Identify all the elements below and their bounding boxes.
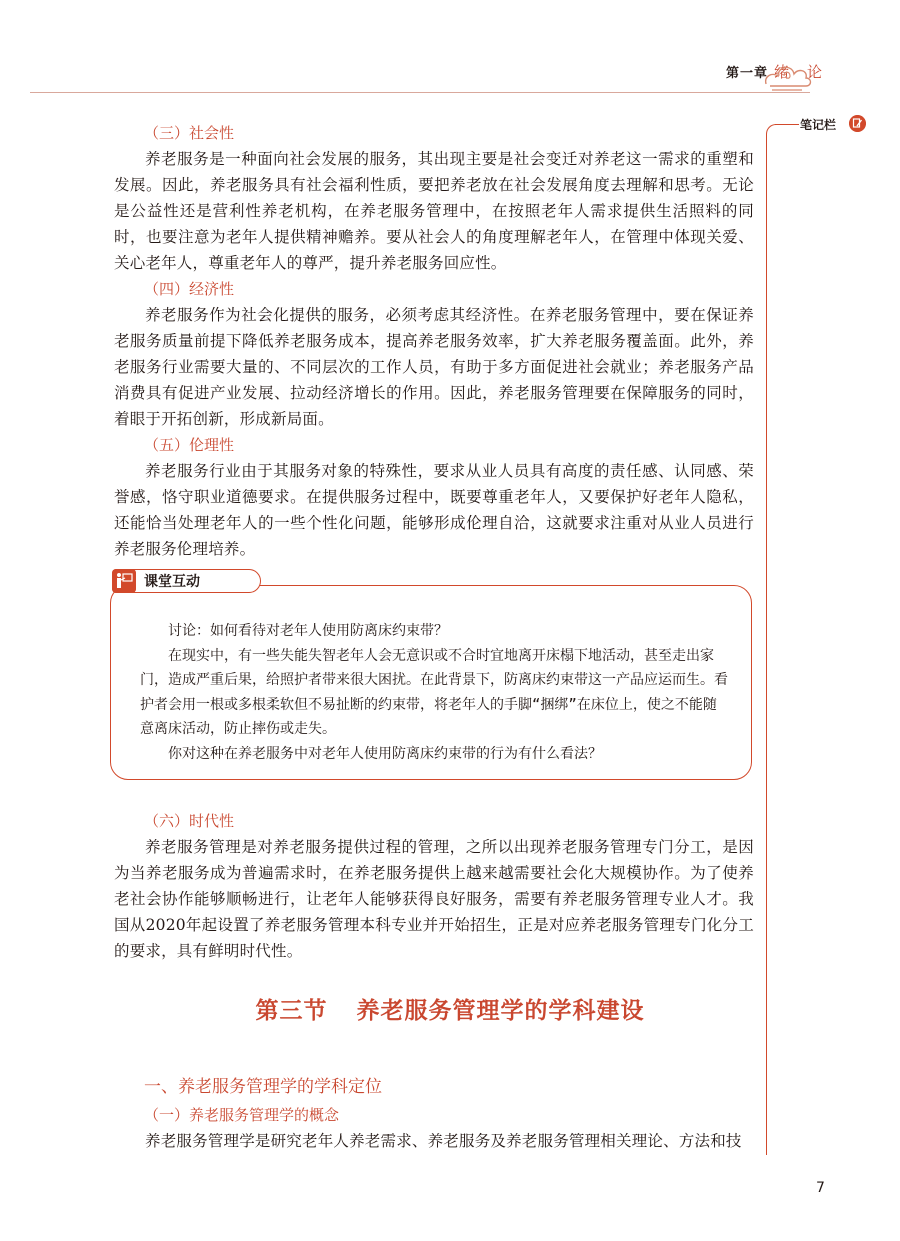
interaction-label: 课堂互动	[144, 574, 200, 590]
interaction-paragraph: 讨论：如何看待对老年人使用防离床约束带？	[168, 623, 448, 639]
page-number: 7	[816, 1180, 825, 1196]
main-text-bottom	[114, 1128, 754, 1154]
notes-label: 笔记栏	[800, 118, 837, 132]
subsubsection-heading: （一）养老服务管理学的概念	[144, 1106, 340, 1124]
paragraph: 养老服务管理学是研究老年人养老需求、养老服务及养老服务管理相关理论、方法和技	[145, 1132, 742, 1150]
paragraph: 养老服务管理是对养老服务提供过程的管理，之所以出现养老服务管理专门分工，是因为当养老服务成为普遍需求时，在养老服务提供上越来越需要社会化大规模协作。为了使养老社会协作能够顺畅进行，让老年人能够获得良好服务，需要有养老服务管理专业人才。我国从2020年起设置了养老服务管理本科专业并开始招生，正是对应养老服务管理专门化分工的要求，具有鲜明时代性。	[114, 838, 754, 960]
chapter-title: 绪论	[773, 62, 840, 81]
notes-pencil-icon	[849, 115, 866, 132]
interaction-text	[140, 619, 730, 766]
interaction-tab	[113, 569, 261, 593]
main-text-upper	[114, 120, 754, 562]
interaction-paragraph: 你对这种在养老服务中对老年人使用防离床约束带的行为有什么看法？	[168, 745, 602, 762]
notes-rule	[775, 124, 799, 125]
teacher-icon	[112, 569, 136, 593]
paragraph: 养老服务是一种面向社会发展的服务，其出现主要是社会变迁对养老这一需求的重塑和发展。因此，养老服务具有社会福利性质，要把养老放在社会发展角度去理解和思考。无论是公益性还是营利性养老机构，在养老服务管理中，在按照老年人需求提供生活照料的同时，也要注意为老年人提供精神赡养。要从社会人的角度理解老年人，在管理中体现关爱、关心老年人，尊重老年人的尊严，提升养老服务回应性。	[114, 150, 754, 272]
header-rule	[30, 92, 810, 93]
cloud-ornament-icon	[762, 54, 814, 94]
section-title: 第三节 养老服务管理学的学科建设	[255, 998, 645, 1024]
section-heading: （五）伦理性	[144, 436, 235, 454]
subsection-heading: 一、养老服务管理学的学科定位	[144, 1077, 382, 1097]
chapter-label: 第一章	[725, 65, 768, 81]
section-heading: （四）经济性	[144, 280, 235, 298]
section-heading: （六）时代性	[144, 812, 235, 830]
main-text-lower	[114, 808, 754, 964]
interaction-paragraph: 在现实中，有一些失能失智老年人会无意识或不合时宜地离开床榻下地活动，甚至走出家门，造成严重后果，给照护者带来很大困扰。在此背景下，防离床约束带这一产品应运而生。看护者会用一根或多根柔软但不易扯断的约束带，将老年人的手脚“捆绑”在床位上，使之不能随意离床活动，防止摔伤或走失。	[140, 647, 728, 737]
section-heading: （三）社会性	[144, 124, 235, 142]
paragraph: 养老服务作为社会化提供的服务，必须考虑其经济性。在养老服务管理中，要在保证养老服务质量前提下降低养老服务成本，提高养老服务效率，扩大养老服务覆盖面。此外，养老服务行业需要大量的、不同层次的工作人员，有助于多方面促进社会就业；养老服务产品消费具有促进产业发展、拉动经济增长的作用。因此，养老服务管理要在保障服务的同时，着眼于开拓创新，形成新局面。	[114, 306, 754, 428]
paragraph: 养老服务行业由于其服务对象的特殊性，要求从业人员具有高度的责任感、认同感、荣誉感，恪守职业道德要求。在提供服务过程中，既要尊重老年人，又要保护好老年人隐私，还能恰当处理老年人的一些个性化问题，能够形成伦理自洽，这就要求注重对从业人员进行养老服务伦理培养。	[114, 462, 754, 558]
